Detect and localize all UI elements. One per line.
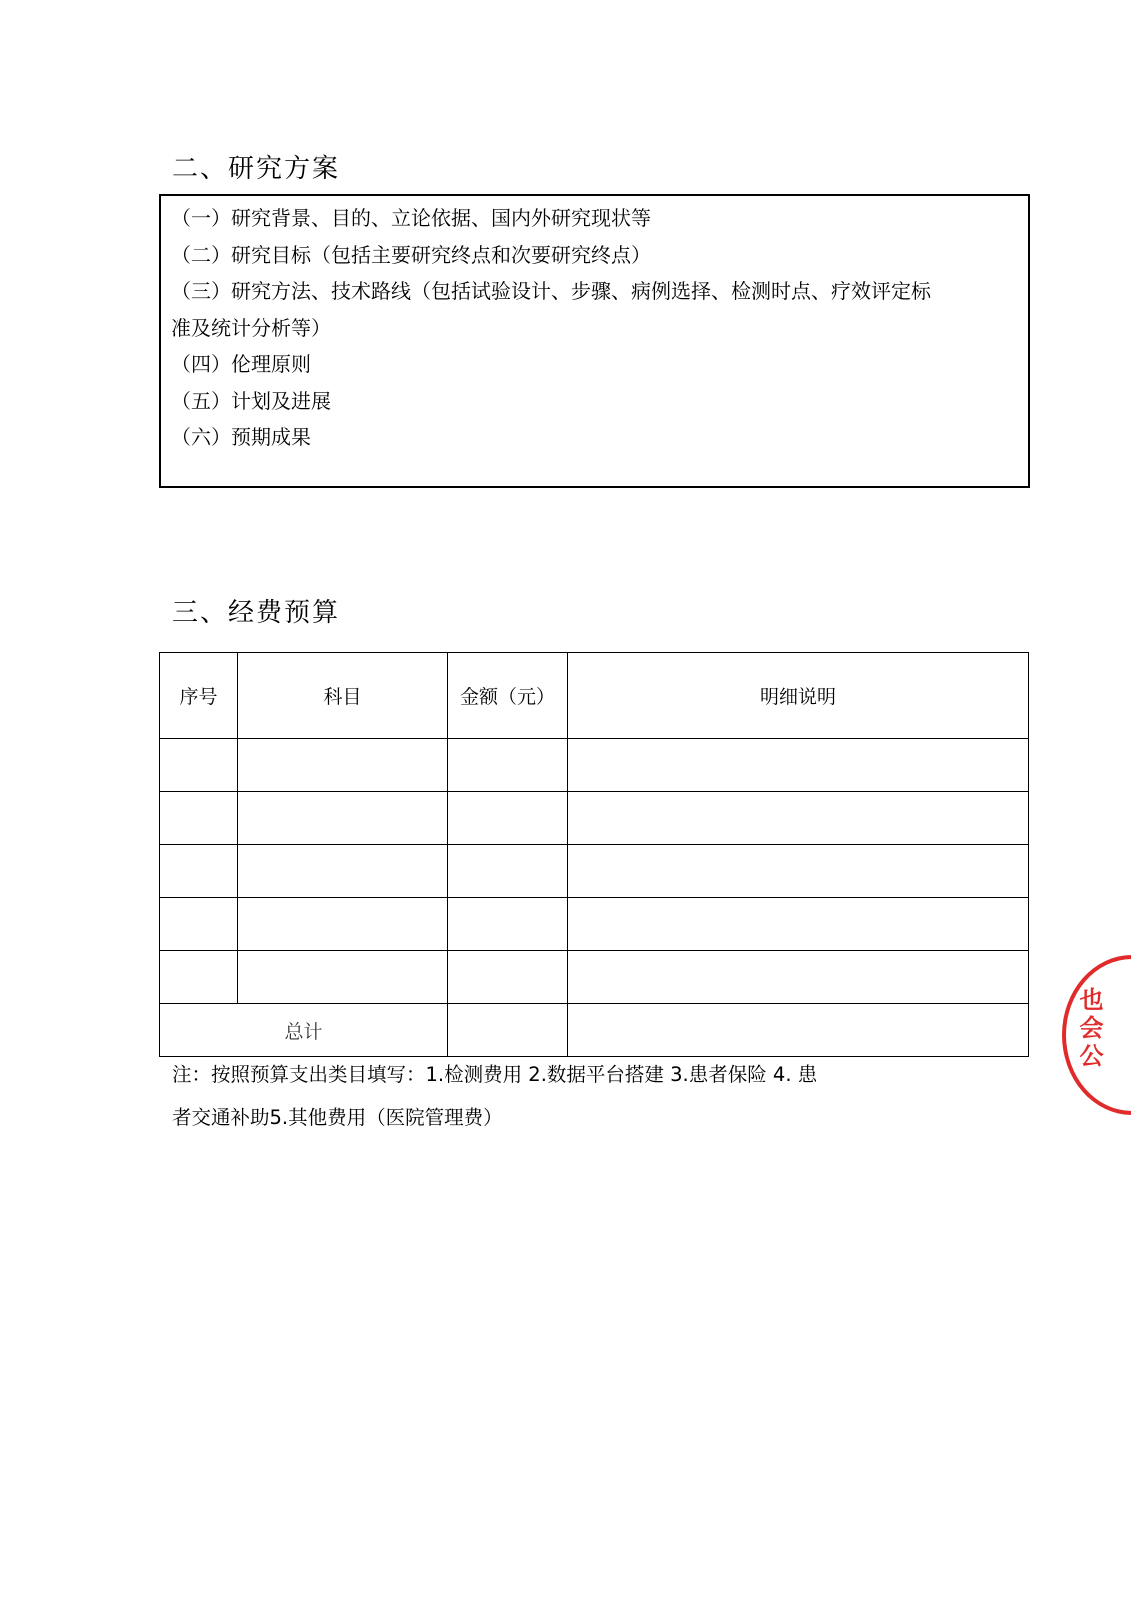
plan-item-1: （一）研究背景、目的、立论依据、国内外研究现状等 bbox=[171, 206, 651, 230]
header-detail: 明细说明 bbox=[568, 653, 1029, 739]
plan-item-2: （二）研究目标（包括主要研究终点和次要研究终点） bbox=[171, 242, 651, 267]
cell-subject[interactable] bbox=[238, 898, 448, 951]
budget-note-line-1: 注：按照预算支出类目填写：1.检测费用 2.数据平台搭建 3.患者保险 4. 患 bbox=[172, 1063, 818, 1086]
budget-note-line-2: 者交通补助5.其他费用（医院管理费） bbox=[172, 1106, 503, 1129]
cell-amount[interactable] bbox=[448, 898, 568, 951]
header-index: 序号 bbox=[160, 653, 238, 739]
cell-index[interactable] bbox=[160, 792, 238, 845]
cell-subject[interactable] bbox=[238, 739, 448, 792]
plan-item-3: （三）研究方法、技术路线（包括试验设计、步骤、病例选择、检测时点、疗效评定标 bbox=[171, 279, 931, 303]
section-2-title: 二、研究方案 bbox=[172, 154, 341, 184]
cell-detail[interactable] bbox=[568, 951, 1029, 1004]
plan-item-6: （六）预期成果 bbox=[171, 425, 311, 449]
cell-amount[interactable] bbox=[448, 792, 568, 845]
total-detail[interactable] bbox=[568, 1004, 1029, 1057]
cell-detail[interactable] bbox=[568, 845, 1029, 898]
cell-amount[interactable] bbox=[448, 845, 568, 898]
official-seal-stamp bbox=[1062, 955, 1131, 1115]
cell-subject[interactable] bbox=[238, 792, 448, 845]
header-amount: 金额（元） bbox=[448, 653, 568, 739]
section-3-title: 三、经费预算 bbox=[172, 598, 341, 628]
cell-amount[interactable] bbox=[448, 739, 568, 792]
research-plan-box bbox=[159, 194, 1030, 488]
cell-detail[interactable] bbox=[568, 739, 1029, 792]
cell-index[interactable] bbox=[160, 951, 238, 1004]
total-amount[interactable] bbox=[448, 1004, 568, 1057]
table-row bbox=[160, 792, 1029, 845]
stamp-text: 也会公 bbox=[1075, 987, 1103, 1071]
plan-item-3-cont: 准及统计分析等） bbox=[171, 315, 331, 340]
header-subject: 科目 bbox=[238, 653, 448, 739]
table-row bbox=[160, 739, 1029, 792]
cell-subject[interactable] bbox=[238, 951, 448, 1004]
cell-index[interactable] bbox=[160, 898, 238, 951]
cell-index[interactable] bbox=[160, 845, 238, 898]
total-label: 总计 bbox=[160, 1004, 448, 1057]
cell-index[interactable] bbox=[160, 739, 238, 792]
table-row bbox=[160, 951, 1029, 1004]
cell-detail[interactable] bbox=[568, 898, 1029, 951]
table-header-row bbox=[160, 653, 1029, 739]
total-row bbox=[160, 1004, 1029, 1057]
cell-detail[interactable] bbox=[568, 792, 1029, 845]
plan-item-5: （五）计划及进展 bbox=[171, 388, 331, 413]
cell-amount[interactable] bbox=[448, 951, 568, 1004]
budget-table bbox=[159, 652, 1029, 1057]
cell-subject[interactable] bbox=[238, 845, 448, 898]
table-row bbox=[160, 845, 1029, 898]
plan-item-4: （四）伦理原则 bbox=[171, 352, 311, 376]
table-row bbox=[160, 898, 1029, 951]
